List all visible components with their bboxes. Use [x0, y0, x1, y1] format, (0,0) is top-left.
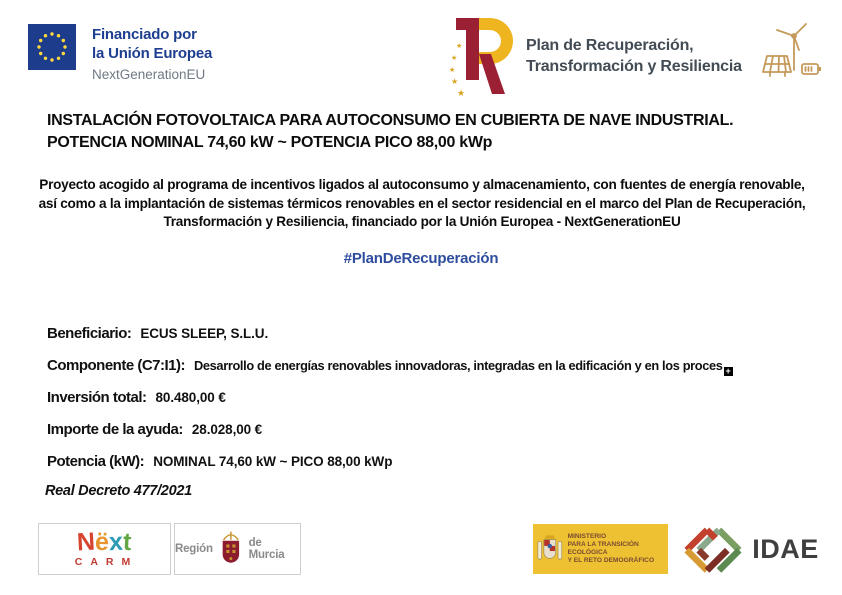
murcia-coat-of-arms-icon	[219, 529, 243, 569]
murcia-text-left: Región	[175, 543, 213, 555]
field-value: 28.028,00 €	[191, 422, 263, 437]
field-inversion	[47, 388, 822, 408]
svg-text:★: ★	[449, 66, 456, 74]
field-value: Desarrollo de energías renovables innovadoras, integradas en la edificación y en los proces	[194, 358, 723, 373]
field-potencia	[47, 452, 822, 472]
field-value: 80.480,00 €	[155, 390, 226, 405]
region-murcia-logo	[174, 523, 301, 575]
idae-logo	[678, 524, 823, 574]
eu-funding-line2: la Unión Europea	[92, 45, 213, 62]
prtr-line1: Plan de Recuperación,	[526, 37, 694, 54]
next-carm-logo	[38, 523, 171, 575]
field-label: Componente (C7:I1):	[47, 357, 185, 374]
svg-text:★: ★	[456, 42, 463, 50]
prtr-emblem-icon	[448, 14, 514, 98]
svg-text:★: ★	[451, 77, 459, 86]
carm-label: CARM	[74, 556, 139, 568]
carm-letter: x	[108, 527, 124, 557]
eu-funding-line1: Financiado por	[92, 26, 197, 43]
field-importe-ayuda	[47, 420, 822, 440]
field-label: Beneficiario:	[47, 325, 132, 342]
ministry-line3: Y EL RETO DEMOGRÁFICO	[567, 557, 655, 564]
field-label: Potencia (kW):	[47, 453, 145, 470]
carm-letter: N	[76, 527, 97, 557]
prtr-line2: Transformación y Resiliencia	[526, 58, 742, 75]
ministry-text	[568, 533, 664, 565]
carm-letter: t	[122, 527, 133, 557]
ministry-logo	[533, 524, 668, 574]
prtr-logo	[448, 14, 742, 98]
hashtag: #PlanDeRecuperación	[343, 250, 499, 267]
field-componente	[47, 356, 822, 376]
page-title: INSTALACIÓN FOTOVOLTAICA PARA AUTOCONSUMO EN CUBIERTA DE NAVE INDUSTRIAL. POTENCIA NOMINAL 74,60 kW ~ POTENCIA PICO 88,00 kWp	[47, 112, 734, 151]
field-label: Inversión total:	[47, 389, 147, 406]
svg-text:★: ★	[451, 54, 458, 62]
field-label: Importe de la ayuda:	[47, 421, 183, 438]
ministry-line2: PARA LA TRANSICIÓN ECOLÓGICA	[567, 541, 639, 556]
eu-funding-line3: NextGenerationEU	[92, 67, 206, 82]
ministry-line1: MINISTERIO	[567, 533, 607, 540]
field-value: NOMINAL 74,60 kW ~ PICO 88,00 kWp	[153, 454, 393, 469]
decree-reference: Real Decreto 477/2021	[45, 483, 192, 499]
idae-wordmark: IDAE	[752, 533, 819, 564]
eu-flag-icon	[28, 24, 76, 70]
renewables-icon	[758, 18, 824, 84]
field-value: ECUS SLEEP, S.L.U.	[140, 326, 269, 341]
project-fields	[47, 324, 822, 484]
idae-diamonds-icon	[682, 525, 744, 573]
next-carm-wordmark	[76, 527, 133, 557]
svg-text:★: ★	[457, 89, 466, 98]
eu-funding-logo	[28, 24, 212, 84]
field-beneficiario	[47, 324, 822, 344]
murcia-text-right: de Murcia	[248, 537, 285, 561]
carm-letter: ë	[94, 527, 110, 557]
eu-funding-text	[92, 24, 212, 84]
project-description: Proyecto acogido al programa de incentivos ligados al autoconsumo y almacenamiento, con fuentes de energía renovable, así como a la implantación de sistemas térmicos renovables en el sector residencial en el marco del Plan de Recuperación, Transformación y Resiliencia, financiado por la Unión Europea - NextGenerationEU	[38, 177, 806, 229]
overflow-marker-icon: +	[725, 366, 731, 376]
prtr-text	[526, 35, 742, 77]
spain-coat-of-arms-icon	[537, 531, 563, 567]
